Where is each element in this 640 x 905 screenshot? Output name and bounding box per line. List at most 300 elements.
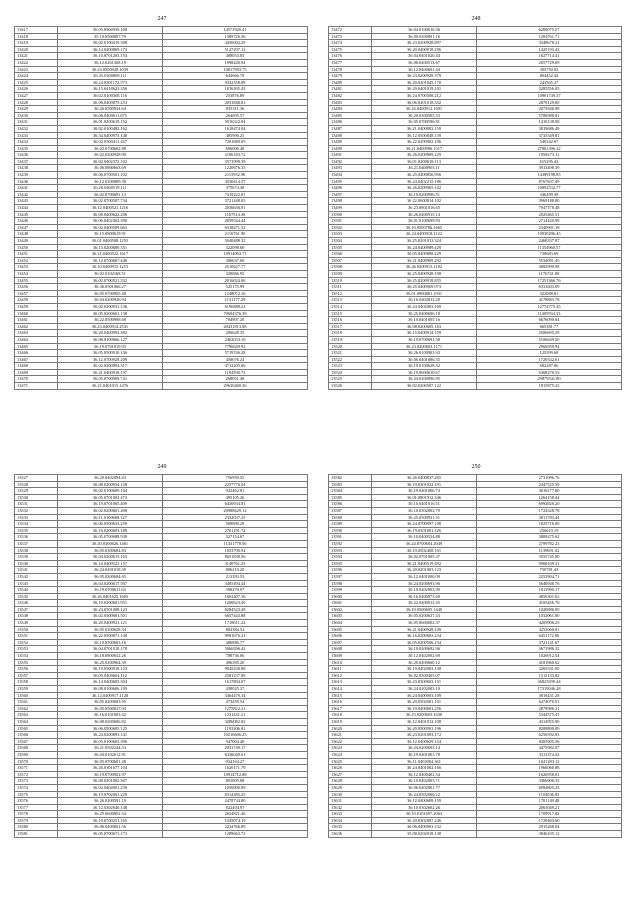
row-number-cell: 13428 bbox=[15, 99, 58, 106]
value-cell: 14571920.41 bbox=[163, 27, 308, 34]
table-row bbox=[329, 718, 622, 725]
row-number-cell: 13501 bbox=[329, 218, 372, 225]
row-number-cell: 13449 bbox=[15, 238, 58, 245]
row-number-cell: 13560 bbox=[15, 692, 58, 699]
cadastral-number-cell: 36.12.0402002.69 bbox=[372, 653, 477, 660]
table-row bbox=[329, 653, 622, 660]
row-number-cell: 13515 bbox=[329, 310, 372, 317]
value-cell: 864452.44 bbox=[477, 73, 622, 80]
value-cell: 932462.81 bbox=[163, 488, 308, 495]
row-number-cell: 13513 bbox=[329, 297, 372, 304]
row-number-cell: 13453 bbox=[15, 264, 58, 271]
table-row bbox=[329, 270, 622, 277]
value-cell: 3969188.80 bbox=[477, 198, 622, 205]
value-cell: 10930296.45 bbox=[477, 231, 622, 238]
row-number-cell: 13509 bbox=[329, 270, 372, 277]
value-cell: 1176741.80 bbox=[477, 270, 622, 277]
row-number-cell: 13466 bbox=[15, 350, 58, 357]
table-row bbox=[15, 158, 308, 165]
cadastral-number-cell: 36.16.0101003.42 bbox=[58, 712, 163, 719]
cadastral-number-cell: 36.24.0200693.96 bbox=[372, 580, 477, 587]
table-row bbox=[329, 376, 622, 383]
value-cell: 1620171.79 bbox=[163, 765, 308, 772]
value-cell: 934164.27 bbox=[163, 758, 308, 765]
row-number-cell: 13578 bbox=[15, 811, 58, 818]
row-number-cell: 13480 bbox=[329, 79, 372, 86]
cadastral-number-cell: 36.02.0102168.51 bbox=[58, 270, 163, 277]
table-row bbox=[329, 666, 622, 673]
table-row bbox=[15, 606, 308, 613]
row-number-cell: 13610 bbox=[329, 659, 372, 666]
value-cell: 1032061.80 bbox=[477, 613, 622, 620]
table-row bbox=[329, 336, 622, 343]
row-number-cell: 13585 bbox=[329, 494, 372, 501]
value-cell: 14389198.85 bbox=[477, 172, 622, 179]
table-row bbox=[15, 778, 308, 785]
cadastral-number-cell: 36.21.0400918.197 bbox=[58, 369, 163, 376]
cadastral-number-cell: 36.15.6418623.356 bbox=[58, 86, 163, 93]
table-row bbox=[15, 804, 308, 811]
row-number-cell: 13454 bbox=[15, 270, 58, 277]
value-cell: 1602407.16 bbox=[163, 593, 308, 600]
table-row bbox=[15, 560, 308, 567]
row-number-cell: 13625 bbox=[329, 758, 372, 765]
row-number-cell: 13605 bbox=[329, 626, 372, 633]
cadastral-number-cell: 36.21.0401015.1476 bbox=[58, 383, 163, 390]
row-number-cell: 13523 bbox=[329, 363, 372, 370]
table-row bbox=[15, 350, 308, 357]
cadastral-number-cell: 36.20.0302807.246 bbox=[372, 817, 477, 824]
cadastral-number-cell: 36.10.0401005.16 bbox=[372, 317, 477, 324]
row-number-cell: 13551 bbox=[15, 633, 58, 640]
cadastral-number-cell: 36.22.0200902.196 bbox=[372, 139, 477, 146]
value-cell: 2073946.98 bbox=[477, 106, 622, 113]
row-number-cell: 13474 bbox=[329, 40, 372, 47]
cadastral-number-cell: 36.20.0401019.101 bbox=[372, 86, 477, 93]
table-row bbox=[329, 383, 622, 390]
value-cell: 1204761.71 bbox=[477, 33, 622, 40]
row-number-cell: 13485 bbox=[329, 112, 372, 119]
cadastral-number-cell: 36.21.0400522.1617 bbox=[58, 251, 163, 258]
table-row bbox=[329, 507, 622, 514]
table-row bbox=[15, 751, 308, 758]
row-number-cell: 13579 bbox=[15, 817, 58, 824]
value-cell: 730683.69 bbox=[477, 251, 622, 258]
table-row bbox=[329, 303, 622, 310]
row-number-cell: 13576 bbox=[15, 798, 58, 805]
row-number-cell: 13518 bbox=[329, 330, 372, 337]
value-cell: 1053790.94 bbox=[163, 547, 308, 554]
table-row bbox=[15, 817, 308, 824]
value-cell: 1104036.83 bbox=[477, 791, 622, 798]
table-row bbox=[329, 139, 622, 146]
cadastral-number-cell: 36.05.0700601.48 bbox=[58, 758, 163, 765]
row-number-cell: 13420 bbox=[15, 46, 58, 53]
table-row bbox=[15, 317, 308, 324]
cadastral-number-cell: 36.19.0401003.78 bbox=[372, 751, 477, 758]
table-row bbox=[329, 350, 622, 357]
row-number-cell: 13575 bbox=[15, 791, 58, 798]
value-cell: 525175.99 bbox=[163, 284, 308, 291]
row-number-cell: 13432 bbox=[15, 125, 58, 132]
cadastral-number-cell: 36.19.0701019.93 bbox=[58, 343, 163, 350]
value-cell: 12774775.45 bbox=[477, 303, 622, 310]
table-row bbox=[15, 692, 308, 699]
row-number-cell: 13574 bbox=[15, 784, 58, 791]
row-number-cell: 13624 bbox=[329, 751, 372, 758]
row-number-cell: 13504 bbox=[329, 238, 372, 245]
value-cell: 2510627.77 bbox=[163, 264, 308, 271]
cadastral-number-cell: 36.20.0300505.53 bbox=[372, 112, 477, 119]
value-cell: 947004.40 bbox=[163, 738, 308, 745]
table-row bbox=[329, 92, 622, 99]
value-cell: 10914712.88 bbox=[163, 771, 308, 778]
row-number-cell: 13620 bbox=[329, 725, 372, 732]
cadastral-number-cell: 36.10.0101607.2063 bbox=[372, 811, 477, 818]
cadastral-number-cell: 36.19.0700691.58 bbox=[372, 336, 477, 343]
value-cell: 1194590.73 bbox=[163, 369, 308, 376]
table-row bbox=[15, 514, 308, 521]
table-row bbox=[15, 205, 308, 212]
table-row bbox=[329, 831, 622, 838]
cadastral-number-cell: 36.10.0500603.16 bbox=[58, 639, 163, 646]
table-row bbox=[15, 33, 308, 40]
value-cell: 788736.06 bbox=[163, 653, 308, 660]
cadastral-number-cell: 36.02.0404001.239 bbox=[58, 784, 163, 791]
row-number-cell: 13568 bbox=[15, 745, 58, 752]
row-number-cell: 13458 bbox=[15, 297, 58, 304]
row-number-cell: 13608 bbox=[329, 646, 372, 653]
value-cell: 696006.48 bbox=[163, 145, 308, 152]
row-number-cell: 13564 bbox=[15, 718, 58, 725]
table-row bbox=[329, 639, 622, 646]
row-number-cell: 13489 bbox=[329, 139, 372, 146]
table-row bbox=[329, 27, 622, 34]
table-row bbox=[15, 363, 308, 370]
value-cell: 7796649.92 bbox=[163, 343, 308, 350]
value-cell: 5127297.12 bbox=[163, 46, 308, 53]
cadastral-number-cell: 36.24.0402215.186 bbox=[372, 178, 477, 185]
cadastral-number-cell: 36.19.0402003.90 bbox=[372, 587, 477, 594]
cadastral-number-cell: 36.24.0401018.39 bbox=[58, 567, 163, 574]
value-cell: 6256592.03 bbox=[477, 732, 622, 739]
table-row bbox=[15, 86, 308, 93]
table-row bbox=[15, 119, 308, 126]
table-row bbox=[329, 488, 622, 495]
cadastral-number-cell: 36.24.0400903.109 bbox=[372, 692, 477, 699]
cadastral-number-cell: 36.26.0401625.1605 bbox=[58, 593, 163, 600]
cadastral-number-cell: 36.04.0701010.178 bbox=[58, 646, 163, 653]
cadastral-number-cell: 36.21.0400903.11 bbox=[372, 165, 477, 172]
value-cell: 1167514.38 bbox=[163, 211, 308, 218]
cadastral-number-cell: 36.06.0400601.56 bbox=[58, 824, 163, 831]
value-cell: 296628.35 bbox=[163, 330, 308, 337]
table-row bbox=[329, 369, 622, 376]
value-cell: 36823939.44 bbox=[477, 679, 622, 686]
table-row bbox=[15, 540, 308, 547]
table-row bbox=[329, 745, 622, 752]
table-row bbox=[15, 791, 308, 798]
cadastral-number-cell: 36.02.0500405.07 bbox=[372, 672, 477, 679]
table-row bbox=[329, 784, 622, 791]
cadastral-number-cell: 36.24.0400912.1691 bbox=[372, 106, 477, 113]
row-number-cell: 13488 bbox=[329, 132, 372, 139]
row-number-cell: 13510 bbox=[329, 277, 372, 284]
cadastral-number-cell: 36.25.0400606.18 bbox=[372, 310, 477, 317]
row-number-cell: 13477 bbox=[329, 59, 372, 66]
cadastral-number-cell: 36.24.0400989.429 bbox=[372, 244, 477, 251]
row-number-cell: 13462 bbox=[15, 323, 58, 330]
value-cell: 835311.36 bbox=[163, 106, 308, 113]
register-table-page-248 bbox=[328, 26, 622, 390]
table-row bbox=[15, 40, 308, 47]
row-number-cell: 13434 bbox=[15, 139, 58, 146]
cadastral-number-cell: 36.26.0200909.229 bbox=[372, 152, 477, 159]
row-number-cell: 13487 bbox=[329, 125, 372, 132]
table-row bbox=[15, 185, 308, 192]
row-number-cell: 13565 bbox=[15, 725, 58, 732]
table-row bbox=[329, 191, 622, 198]
value-cell: 322098.60 bbox=[163, 244, 308, 251]
cadastral-number-cell: 36.19.0301032.191 bbox=[372, 481, 477, 488]
value-cell: 5786988.81 bbox=[477, 112, 622, 119]
table-row bbox=[15, 593, 308, 600]
table-row bbox=[15, 771, 308, 778]
value-cell: 2115952.96 bbox=[163, 172, 308, 179]
row-number-cell: 13447 bbox=[15, 224, 58, 231]
value-cell: 750781.43 bbox=[477, 567, 622, 574]
value-cell: 1026912.54 bbox=[477, 653, 622, 660]
row-number-cell: 13571 bbox=[15, 765, 58, 772]
value-cell: 1718611.22 bbox=[163, 620, 308, 627]
value-cell: 3811783.44 bbox=[477, 514, 622, 521]
table-row bbox=[15, 738, 308, 745]
table-row bbox=[329, 778, 622, 785]
cadastral-number-cell: 36.12.0401000.09 bbox=[372, 573, 477, 580]
value-cell: 1626958.01 bbox=[477, 771, 622, 778]
value-cell: 2059544.44 bbox=[163, 218, 308, 225]
row-number-cell: 13577 bbox=[15, 804, 58, 811]
row-number-cell: 13553 bbox=[15, 646, 58, 653]
table-row bbox=[15, 376, 308, 383]
cadastral-number-cell: 36.02.0500601.501 bbox=[58, 613, 163, 620]
cadastral-number-cell: 36.19.0701005.409 bbox=[58, 501, 163, 508]
table-row bbox=[15, 567, 308, 574]
table-row bbox=[329, 494, 622, 501]
row-number-cell: 13602 bbox=[329, 606, 372, 613]
table-row bbox=[329, 514, 622, 521]
row-number-cell: 13467 bbox=[15, 356, 58, 363]
cadastral-number-cell: 36.05.0200506.234 bbox=[372, 639, 477, 646]
cadastral-number-cell: 36.24.0200896.95 bbox=[372, 376, 477, 383]
row-number-cell: 13598 bbox=[329, 580, 372, 587]
table-row bbox=[15, 705, 308, 712]
row-number-cell: 13613 bbox=[329, 679, 372, 686]
value-cell: 5106649.50 bbox=[477, 336, 622, 343]
row-number-cell: 13618 bbox=[329, 712, 372, 719]
value-cell: 1512133.02 bbox=[477, 672, 622, 679]
value-cell: 320066.95 bbox=[163, 270, 308, 277]
cadastral-number-cell: 36.10.0700251.165 bbox=[58, 817, 163, 824]
table-row bbox=[15, 573, 308, 580]
value-cell: 450076.24 bbox=[163, 356, 308, 363]
value-cell: 1827714.41 bbox=[477, 53, 622, 60]
table-row bbox=[15, 679, 308, 686]
cadastral-number-cell: 36.21.0400928.109 bbox=[372, 626, 477, 633]
table-row bbox=[329, 679, 622, 686]
value-cell: 3555745.80 bbox=[477, 554, 622, 561]
cadastral-number-cell: 36.01.0100699.93 bbox=[372, 218, 477, 225]
table-row bbox=[329, 521, 622, 528]
table-row bbox=[329, 686, 622, 693]
value-cell: 6200075.57 bbox=[477, 27, 622, 34]
value-cell: 27861396.32 bbox=[477, 145, 622, 152]
value-cell: 704907.20 bbox=[163, 317, 308, 324]
table-row bbox=[329, 297, 622, 304]
row-number-cell: 13470 bbox=[15, 376, 58, 383]
cadastral-number-cell: 36.22.0600814.102 bbox=[372, 198, 477, 205]
cadastral-number-cell: 36.24.0202003.10 bbox=[372, 686, 477, 693]
table-row bbox=[329, 198, 622, 205]
table-row bbox=[15, 145, 308, 152]
table-row bbox=[15, 620, 308, 627]
value-cell: 6196888.23 bbox=[163, 303, 308, 310]
table-row bbox=[15, 646, 308, 653]
row-number-cell: 13490 bbox=[329, 145, 372, 152]
table-row bbox=[15, 356, 308, 363]
cadastral-number-cell: 36.02.0200931.136 bbox=[58, 303, 163, 310]
row-number-cell: 13481 bbox=[329, 86, 372, 93]
cadastral-number-cell: 36.05.0700671.173 bbox=[58, 831, 163, 838]
value-cell: 6451172.86 bbox=[477, 633, 622, 640]
cadastral-number-cell: 36.05.0200603.95 bbox=[58, 699, 163, 706]
cadastral-number-cell: 36.06.0400513.67 bbox=[372, 59, 477, 66]
value-cell: 1275822.21 bbox=[163, 705, 308, 712]
row-number-cell: 13570 bbox=[15, 758, 58, 765]
row-number-cell: 13567 bbox=[15, 738, 58, 745]
cadastral-number-cell: 36.04.0200617.567 bbox=[58, 580, 163, 587]
value-cell: 306637.60 bbox=[163, 257, 308, 264]
cadastral-number-cell: 36.04.0401020.44 bbox=[372, 53, 477, 60]
row-number-cell: 13599 bbox=[329, 587, 372, 594]
cadastral-number-cell: 36.25.0200918.855 bbox=[372, 277, 477, 284]
row-number-cell: 13502 bbox=[329, 224, 372, 231]
value-cell: 2714420.99 bbox=[477, 218, 622, 225]
value-cell: 2234766.89 bbox=[163, 824, 308, 831]
table-row bbox=[15, 244, 308, 251]
table-row bbox=[15, 139, 308, 146]
row-number-cell: 13545 bbox=[15, 593, 58, 600]
cadastral-number-cell: 36.24.0401002.166 bbox=[372, 765, 477, 772]
cadastral-number-cell: 36.12.0400608.159 bbox=[372, 798, 477, 805]
value-cell: 3466906.52 bbox=[477, 778, 622, 785]
table-row bbox=[329, 751, 622, 758]
cadastral-number-cell: 36.10.0400915.1215 bbox=[58, 264, 163, 271]
row-number-cell: 13452 bbox=[15, 257, 58, 264]
cadastral-number-cell: 36.16.0200603.188 bbox=[58, 527, 163, 534]
row-number-cell: 13581 bbox=[15, 831, 58, 838]
row-number-cell: 13582 bbox=[329, 475, 372, 482]
table-row bbox=[15, 178, 308, 185]
value-cell: 3265531.00 bbox=[477, 666, 622, 673]
value-cell: 4181960.62 bbox=[477, 659, 622, 666]
value-cell: 4252060.81 bbox=[477, 626, 622, 633]
register-table-page-249 bbox=[14, 474, 308, 838]
cadastral-number-cell: 36.26.0400837.265 bbox=[372, 475, 477, 482]
row-number-cell: 13424 bbox=[15, 73, 58, 80]
value-cell: 1724328.78 bbox=[477, 507, 622, 514]
row-number-cell: 13448 bbox=[15, 231, 58, 238]
row-number-cell: 13491 bbox=[329, 152, 372, 159]
value-cell: 4178883.78 bbox=[477, 297, 622, 304]
cadastral-number-cell: 36.06.0700501.102 bbox=[58, 172, 163, 179]
row-number-cell: 13505 bbox=[329, 244, 372, 251]
table-row bbox=[329, 343, 622, 350]
row-number-cell: 13456 bbox=[15, 284, 58, 291]
value-cell: 5066596.42 bbox=[163, 646, 308, 653]
table-row bbox=[15, 383, 308, 390]
cadastral-number-cell: 36.02.0200601.408 bbox=[58, 507, 163, 514]
cadastral-number-cell: 36.06.0401018.332 bbox=[372, 99, 477, 106]
value-cell: 4475982.07 bbox=[477, 745, 622, 752]
value-cell: 7201689.05 bbox=[163, 139, 308, 146]
value-cell: 2116761.90 bbox=[163, 231, 308, 238]
cadastral-number-cell: 36.02.0100419.308 bbox=[58, 40, 163, 47]
cadastral-number-cell: 36.12.0400601.44 bbox=[372, 66, 477, 73]
cadastral-number-cell: 36.05.0701002.473 bbox=[58, 494, 163, 501]
table-row bbox=[15, 27, 308, 34]
table-row bbox=[15, 125, 308, 132]
row-number-cell: 13548 bbox=[15, 613, 58, 620]
value-cell: 346499.39 bbox=[477, 191, 622, 198]
row-number-cell: 13512 bbox=[329, 290, 372, 297]
table-row bbox=[329, 738, 622, 745]
value-cell: 2731096.76 bbox=[477, 475, 622, 482]
table-row bbox=[15, 290, 308, 297]
table-row bbox=[15, 198, 308, 205]
cadastral-number-cell: 36.04.0100616.56 bbox=[372, 27, 477, 34]
table-row bbox=[329, 317, 622, 324]
value-cell: 2031749.17 bbox=[163, 745, 308, 752]
value-cell: 1825716.00 bbox=[477, 521, 622, 528]
cadastral-number-cell: 36.05.0300684.83 bbox=[58, 547, 163, 554]
cadastral-number-cell: 36.20.0402094.63 bbox=[58, 475, 163, 482]
table-row bbox=[15, 211, 308, 218]
row-number-cell: 13580 bbox=[15, 824, 58, 831]
row-number-cell: 13627 bbox=[329, 771, 372, 778]
cadastral-number-cell: 36.10.0401016.51 bbox=[372, 501, 477, 508]
row-number-cell: 13619 bbox=[329, 718, 372, 725]
row-number-cell: 13526 bbox=[329, 383, 372, 390]
value-cell: 4530414.57 bbox=[163, 178, 308, 185]
cadastral-number-cell: 36.05.0700596.81 bbox=[372, 119, 477, 126]
row-number-cell: 13597 bbox=[329, 573, 372, 580]
cadastral-number-cell: 36.04.0200615.163 bbox=[58, 554, 163, 561]
cadastral-number-cell: 36.24.0700604.2049 bbox=[372, 540, 477, 547]
cadastral-number-cell: 36.02.0100609.164 bbox=[58, 488, 163, 495]
table-row bbox=[15, 218, 308, 225]
table-row bbox=[15, 46, 308, 53]
cadastral-number-cell: 36.18.0800632.26 bbox=[58, 653, 163, 660]
cadastral-number-cell: 36.02.0700602.88 bbox=[58, 145, 163, 152]
table-row bbox=[329, 238, 622, 245]
row-number-cell: 13422 bbox=[15, 59, 58, 66]
row-number-cell: 13496 bbox=[329, 185, 372, 192]
value-cell: 11354960.57 bbox=[477, 244, 622, 251]
row-number-cell: 13507 bbox=[329, 257, 372, 264]
cadastral-number-cell: 36.19.0502408.101 bbox=[372, 547, 477, 554]
cadastral-number-cell: 36.12.0700928.209 bbox=[58, 356, 163, 363]
